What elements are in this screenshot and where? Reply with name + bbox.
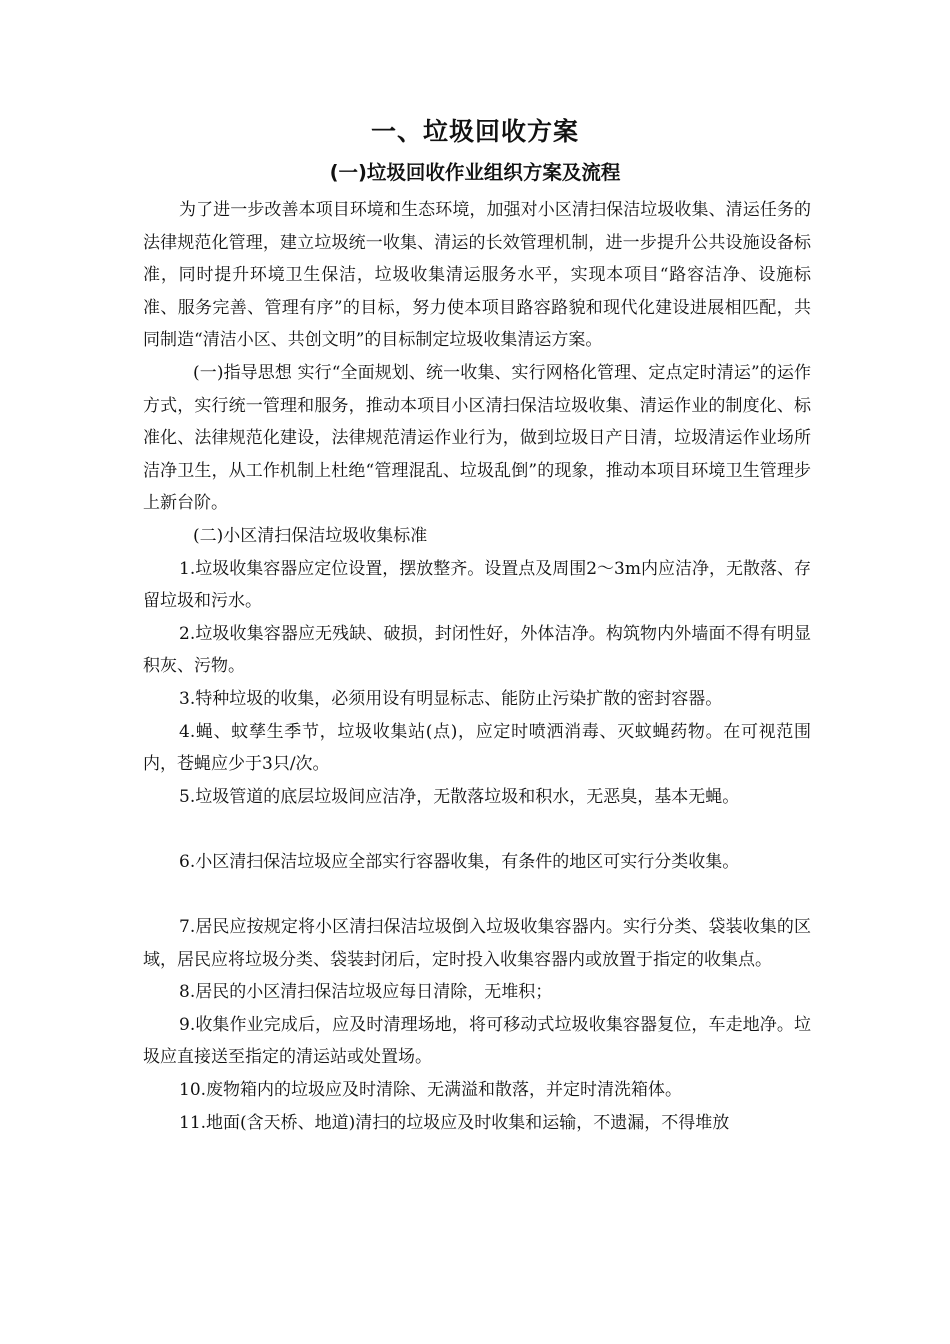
paragraph-spacer — [143, 878, 811, 911]
standards-heading: (二)小区清扫保洁垃圾收集标准 — [193, 525, 428, 546]
standard-item-4: 4.蝇、蚊孳生季节，垃圾收集站(点)，应定时喷洒消毒、灭蚊蝇药物。在可视范围内，苍蝇应少于3只/次。 — [143, 721, 811, 775]
standard-item-7: 7.居民应按规定将小区清扫保洁垃圾倒入垃圾收集容器内。实行分类、袋装收集的区域，居民应将垃圾分类、袋装封闭后，定时投入收集容器内或放置于指定的收集点。 — [143, 917, 811, 970]
standard-item-11: 11.地面(含天桥、地道)清扫的垃圾应及时收集和运输，不遗漏，不得堆放 — [179, 1112, 730, 1133]
document-body — [143, 194, 811, 1139]
standard-item-1: 1.垃圾收集容器应定位设置，摆放整齐。设置点及周围2～3m内应洁净，无散落、存留垃圾和污水。 — [143, 558, 811, 612]
standard-item-9: 9.收集作业完成后，应及时清理场地，将可移动式垃圾收集容器复位，车走地净。垃圾应直接送至指定的清运站或处置场。 — [143, 1014, 811, 1068]
guiding-principle-paragraph: (一)指导思想 实行“全面规划、统一收集、实行网格化管理、定点定时清运”的运作方式，实行统一管理和服务，推动本项目小区清扫保洁垃圾收集、清运作业的制度化、标准化、法律规范化建设，法律规范清运作业行为，做到垃圾日产日清，垃圾清运作业场所洁净卫生，从工作机制上杜绝“管理混乱、垃圾乱倒”的现象，推动本项目环境卫生管理步上新台阶。 — [143, 362, 811, 514]
intro-paragraph: 为了进一步改善本项目环境和生态环境，加强对小区清扫保洁垃圾收集、清运任务的法律规范化管理，建立垃圾统一收集、清运的长效管理机制，进一步提升公共设施设备标准，同时提升环境卫生保洁，垃圾收集清运服务水平，实现本项目“路容洁净、设施标准、服务完善、管理有序”的目标，努力使本项目路容路貌和现代化建设进展相匹配，共同制造“清洁小区、共创文明”的目标制定垃圾收集清运方案。 — [143, 200, 811, 351]
section-subtitle: (一)垃圾回收作业组织方案及流程 — [329, 161, 621, 184]
paragraph-spacer — [143, 813, 811, 846]
standard-item-10: 10.废物箱内的垃圾应及时清除、无满溢和散落，并定时清洗箱体。 — [179, 1080, 683, 1101]
standard-item-6: 6.小区清扫保洁垃圾应全部实行容器收集，有条件的地区可实行分类收集。 — [179, 851, 740, 872]
standard-item-3: 3.特种垃圾的收集，必须用设有明显标志、能防止污染扩散的密封容器。 — [179, 688, 723, 709]
standard-item-2: 2.垃圾收集容器应无残缺、破损，封闭性好，外体洁净。构筑物内外墙面不得有明显积灰、污物。 — [143, 623, 811, 677]
standard-item-5: 5.垃圾管道的底层垃圾间应洁净，无散落垃圾和积水，无恶臭，基本无蝇。 — [179, 786, 740, 807]
page-title: 一、垃圾回收方案 — [370, 117, 579, 146]
standard-item-8: 8.居民的小区清扫保洁垃圾应每日清除，无堆积； — [179, 982, 553, 1003]
